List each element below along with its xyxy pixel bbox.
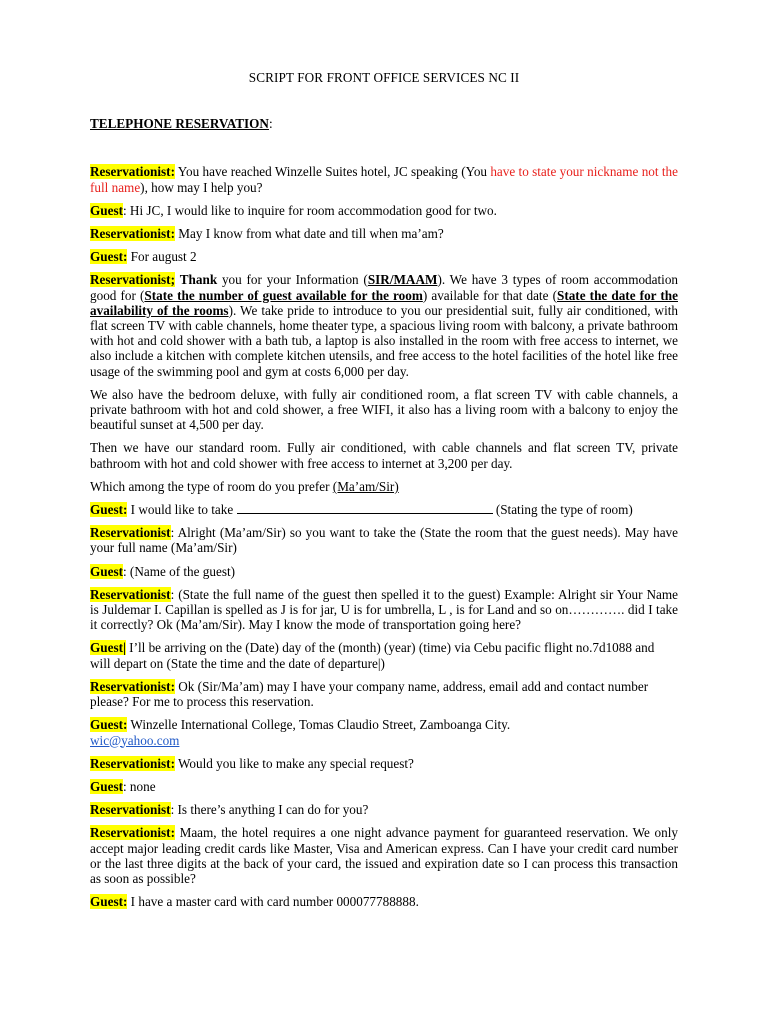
line-reservationist-anything-else: Reservationist: Is there’s anything I can do for you? [90, 802, 369, 818]
speaker-label-guest: Guest: [90, 502, 128, 518]
speaker-label-guest: Guest| [90, 640, 126, 656]
section-heading [90, 116, 678, 131]
line-guest-card: Guest: I have a master card with card number 000077788888. [90, 894, 419, 910]
placeholder-guest-count: State the number of guest available for the room [144, 287, 423, 303]
line-guest-company: Guest: Winzelle International College, Tomas Claudio Street, Zamboanga City. wic@yahoo.com [90, 717, 511, 748]
line-guest-name: Guest: (Name of the guest) [90, 563, 236, 579]
speaker-label-guest: Guest: [90, 249, 128, 265]
line-reservationist-greeting: Reservationist: You have reached Winzelle Suites hotel, JC speaking (You have to state your nickname not the full name), how may I help you? [90, 164, 678, 195]
line-guest-date: Guest: For august 2 [90, 249, 197, 265]
speaker-label-reservationist: Reservationist; [90, 272, 175, 288]
line-reservationist-dates: Reservationist: May I know from what date and till when ma’am? [90, 226, 444, 242]
speaker-label-guest: Guest [90, 202, 123, 218]
document-page [90, 70, 678, 917]
line-guest-none: Guest: none [90, 778, 156, 794]
line-guest-inquiry: Guest: Hi JC, I would like to inquire for room accommodation good for two. [90, 202, 497, 218]
speaker-label-reservationist: Reservationist [90, 802, 171, 818]
speaker-label-guest: Guest [90, 778, 123, 794]
speaker-label-reservationist: Reservationist [90, 525, 171, 541]
speaker-label-reservationist: Reservationist [90, 586, 171, 602]
line-standard-room: Then we have our standard room. Fully air conditioned, with cable channels and flat screen TV, private bathroom with hot and cold shower with free access to internet at 3,200 per day. [90, 440, 678, 471]
line-reservationist-payment: Reservationist: Maam, the hotel requires a one night advance payment for guaranteed reservation. We only accept major leading credit cards like Master, Visa and American express. Can I have your credit card number or the last three digits at the back of your card, the issued and expiration date so I can process this transaction as soon as possible? [90, 825, 678, 886]
line-reservationist-company: Reservationist: Ok (Sir/Ma’am) may I have your company name, address, email add and contact number please? For me to process this reservation. [90, 678, 649, 710]
fill-in-blank [237, 502, 493, 514]
line-reservationist-special-request: Reservationist: Would you like to make any special request? [90, 755, 414, 771]
line-reservationist-spelling: Reservationist: (State the full name of the guest then spelled it to the guest) Example: Alright sir Your Name is Juldemar I. Capillan is spelled as J is for jar, U is for umbrella, L , is for Land and so on…………. did I take it correctly? Ok (Ma’am/Sir). May I know the mode of transportation going here? [90, 586, 678, 633]
instruction-note: have to state your nickname not the full name [90, 164, 678, 195]
placeholder-date: State the date for the availability of the rooms [90, 287, 678, 318]
section-heading-text: TELEPHONE RESERVATION [90, 116, 269, 132]
line-reservationist-full-name: Reservationist: Alright (Ma’am/Sir) so you want to take the (State the room that the guest needs). May have your full name (Ma’am/Sir) [90, 525, 678, 556]
speaker-label-reservationist: Reservationist: [90, 825, 175, 841]
line-guest-room-choice: Guest: I would like to take (Stating the type of room) [90, 502, 633, 518]
speaker-label-reservationist: Reservationist: [90, 755, 175, 771]
speaker-label-reservationist: Reservationist: [90, 226, 175, 242]
line-room-preference: Which among the type of room do you prefer (Ma’am/Sir) [90, 478, 399, 494]
speaker-label-reservationist: Reservationist: [90, 164, 175, 180]
speaker-label-guest: Guest: [90, 717, 128, 733]
speaker-label-guest: Guest [90, 563, 123, 579]
speaker-label-guest: Guest: [90, 894, 128, 910]
line-reservationist-room-types: Reservationist; Thank you for your Information (SIR/MAAM). We have 3 types of room accommodation good for (State the number of guest available for the room) available for that date (State the date for the availability of the rooms). We take pride to introduce to you our presidential suit, fully air conditioned, with flat screen TV with cable channels, home theater type, a spacious living room with balcony, a private bathroom with hot and cold shower with a bath tub, a laptop is also installed in the room with free access to internet, we also include a kitchen with complete kitchen utensils, and free access to the hotel facilities of the hotel like free usage of the swimming pool and gym at costs 6,000 per day. [90, 272, 679, 379]
speaker-label-reservationist: Reservationist: [90, 678, 175, 694]
line-bedroom-deluxe: We also have the bedroom deluxe, with fully air conditioned room, a flat screen TV with cable channels, a private bathroom with hot and cold shower, a free WIFI, it also has a living room with a balcony to enjoy the beautiful sunset at 4,500 per day. [90, 386, 678, 433]
line-guest-arrival: Guest| I’ll be arriving on the (Date) day of the (month) (year) (time) via Cebu pacific flight no.7d1088 and will depart on (State the time and the date of departure|) [90, 640, 655, 671]
email-link[interactable]: wic@yahoo.com [90, 732, 180, 748]
document-title: SCRIPT FOR FRONT OFFICE SERVICES NC II [248, 70, 520, 85]
section-heading-colon: : [268, 116, 273, 132]
